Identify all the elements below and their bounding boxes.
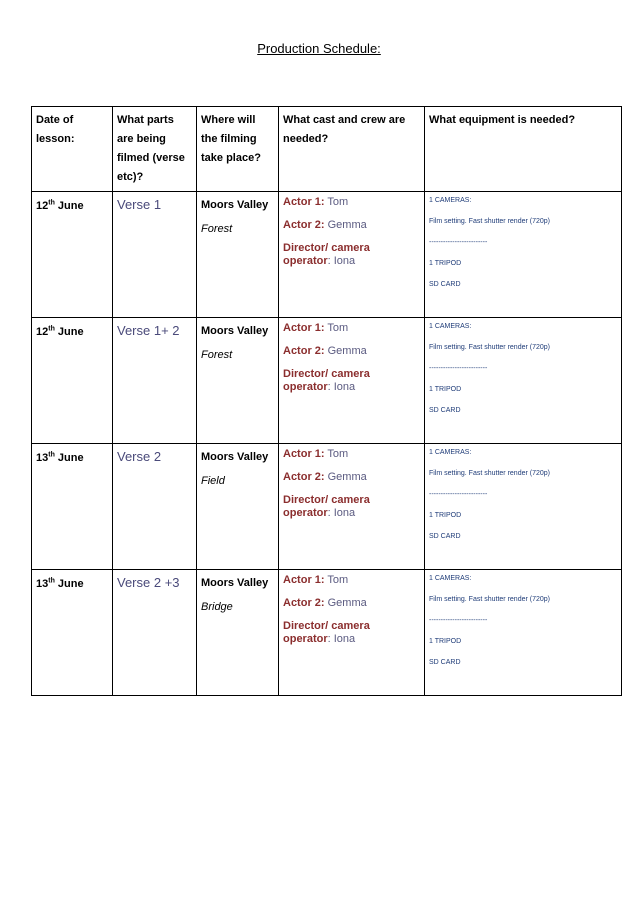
- cast-cell: Actor 1: Tom Actor 2: Gemma Director/ camera operator: Iona: [279, 318, 425, 444]
- cast-cell: Actor 1: Tom Actor 2: Gemma Director/ camera operator: Iona: [279, 192, 425, 318]
- location-cell: Moors Valley Bridge: [197, 570, 279, 696]
- equipment-cell: 1 CAMERAS: Film setting. Fast shutter render (720p) ------------------------- 1 TRIPOD SD CARD: [425, 318, 622, 444]
- cast-cell: Actor 1: Tom Actor 2: Gemma Director/ camera operator: Iona: [279, 570, 425, 696]
- verse-cell: Verse 1+ 2: [113, 318, 197, 444]
- location-cell: Moors Valley Forest: [197, 192, 279, 318]
- table-row: [32, 570, 622, 696]
- header-date: Date of lesson:: [32, 107, 113, 192]
- schedule-table: [31, 106, 622, 696]
- page-title: Production Schedule:: [257, 41, 381, 56]
- equipment-cell: 1 CAMERAS: Film setting. Fast shutter render (720p) ------------------------- 1 TRIPOD SD CARD: [425, 570, 622, 696]
- header-where: Where will the filming take place?: [197, 107, 279, 192]
- location-cell: Moors Valley Forest: [197, 318, 279, 444]
- table-row: [32, 192, 622, 318]
- header-equipment: What equipment is needed?: [425, 107, 622, 192]
- verse-cell: Verse 2: [113, 444, 197, 570]
- table-row: [32, 318, 622, 444]
- cast-cell: Actor 1: Tom Actor 2: Gemma Director/ camera operator: Iona: [279, 444, 425, 570]
- date-cell: 12th June: [32, 318, 113, 444]
- equipment-cell: 1 CAMERAS: Film setting. Fast shutter render (720p) ------------------------- 1 TRIPOD SD CARD: [425, 444, 622, 570]
- header-parts: What parts are being filmed (verse etc)?: [113, 107, 197, 192]
- header-row: [32, 107, 622, 192]
- equipment-cell: 1 CAMERAS: Film setting. Fast shutter render (720p) ------------------------- 1 TRIPOD SD CARD: [425, 192, 622, 318]
- table-row: [32, 444, 622, 570]
- date-cell: 13th June: [32, 444, 113, 570]
- verse-cell: Verse 2 +3: [113, 570, 197, 696]
- header-cast: What cast and crew are needed?: [279, 107, 425, 192]
- location-cell: Moors Valley Field: [197, 444, 279, 570]
- date-cell: 13th June: [32, 570, 113, 696]
- verse-cell: Verse 1: [113, 192, 197, 318]
- date-cell: 12th June: [32, 192, 113, 318]
